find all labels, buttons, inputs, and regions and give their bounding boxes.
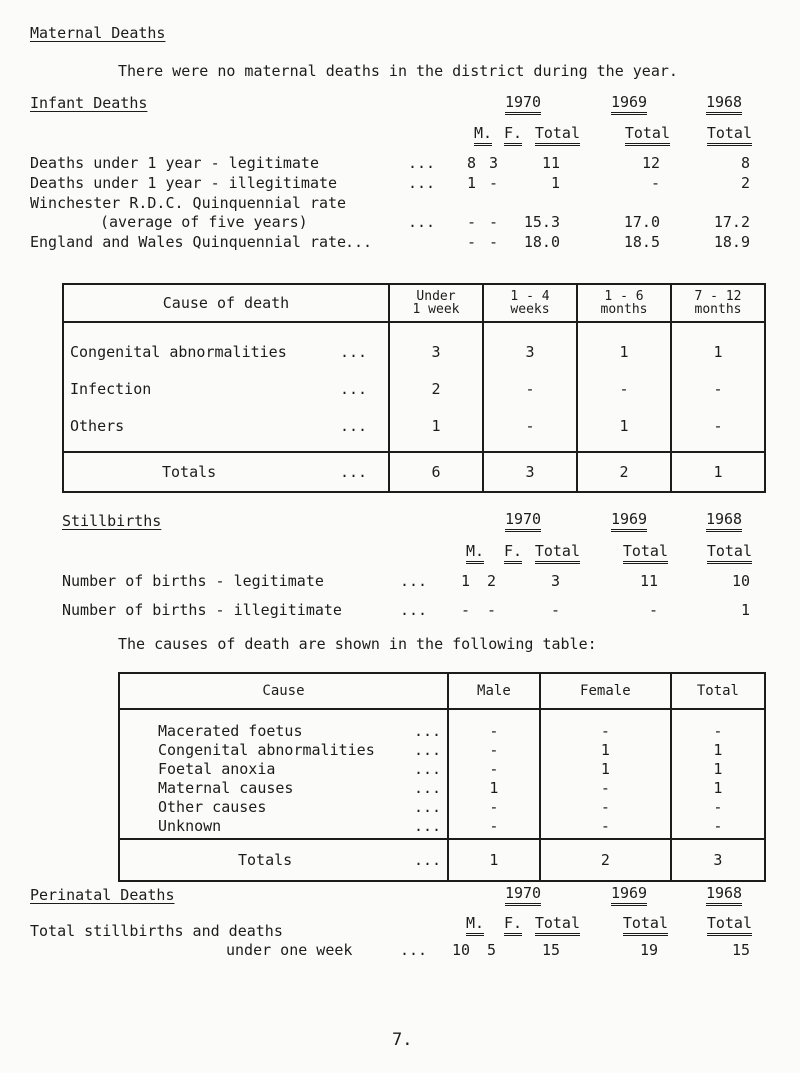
- infant-row-f: -: [488, 174, 498, 192]
- cell-value: -: [600, 722, 610, 740]
- totals-label-cell: [119, 839, 448, 881]
- perinatal-label-continued: under one week: [226, 941, 353, 959]
- infant-row-total-1970: 11: [541, 154, 560, 172]
- value-cell: [540, 709, 671, 839]
- cell-value: -: [713, 798, 723, 816]
- cause-label: Maternal causes: [158, 779, 294, 797]
- cell-value: 3: [525, 343, 535, 361]
- table-body-row: [63, 322, 765, 452]
- stillbirths-col-m: M.: [444, 542, 484, 560]
- cell-value: -: [713, 380, 723, 398]
- leader-dots: ...: [414, 741, 442, 759]
- infant-row-total-1970: 1: [550, 174, 560, 192]
- cell-value: -: [525, 380, 535, 398]
- perinatal-total-1969: 19: [639, 941, 658, 959]
- total-value: 6: [389, 452, 483, 492]
- perinatal-col-total-1970: Total: [510, 914, 580, 932]
- infant-row-total-1969: 17.0: [623, 213, 660, 231]
- stillbirths-col-total-1969: Total: [598, 542, 668, 560]
- leader-dots: ...: [400, 572, 428, 590]
- col-header: Under 1 week: [389, 284, 483, 322]
- infant-row-total-1969: -: [650, 174, 660, 192]
- cell-value: -: [600, 817, 610, 835]
- perinatal-col-total-1969: Total: [598, 914, 668, 932]
- total-value: 3: [671, 839, 765, 881]
- infant-year-1968: 1968: [689, 93, 759, 111]
- perinatal-year-1969: 1969: [594, 884, 664, 902]
- col-header: 7 - 12 months: [671, 284, 765, 322]
- leader-dots: ...: [345, 233, 373, 251]
- infant-row-label: Deaths under 1 year - legitimate: [30, 154, 319, 172]
- leader-dots: ...: [414, 722, 442, 740]
- leader-dots: ...: [414, 779, 442, 797]
- cell-value: 1: [713, 741, 723, 759]
- cause-label-cell: [119, 709, 448, 839]
- cell-value: 3: [431, 343, 441, 361]
- infant-row-total-1969: 18.5: [623, 233, 660, 251]
- infant-col-m: M.: [452, 124, 492, 142]
- cell-value: 1: [600, 741, 610, 759]
- maternal-text: There were no maternal deaths in the district during the year.: [118, 62, 678, 80]
- table-body-row: [119, 709, 765, 839]
- perinatal-total-1968: 15: [731, 941, 750, 959]
- stillbirths-row-f: -: [486, 601, 496, 619]
- stillbirths-row-total-1970: 3: [550, 572, 560, 590]
- stillbirths-year-1968: 1968: [689, 510, 759, 528]
- page-number: 7.: [392, 1030, 413, 1050]
- cause-label: Foetal anoxia: [158, 760, 276, 778]
- infant-row-label: Winchester R.D.C. Quinquennial rate: [30, 194, 347, 212]
- cause-label: Others: [70, 417, 125, 435]
- perinatal-f: 5: [486, 941, 496, 959]
- total-value: 2: [577, 452, 671, 492]
- total-value: 1: [671, 452, 765, 492]
- cell-value: -: [489, 741, 499, 759]
- infant-row-f: -: [488, 213, 498, 231]
- stillbirths-row-total-1969: -: [648, 601, 658, 619]
- total-value: 3: [483, 452, 577, 492]
- totals-label-cell: [63, 452, 389, 492]
- leader-dots: ...: [408, 213, 436, 231]
- stillbirths-row-total-1968: 1: [740, 601, 750, 619]
- cell-value: 1: [489, 779, 499, 797]
- cause-label: Congenital abnormalities: [158, 741, 375, 759]
- cause-label: Unknown: [158, 817, 222, 835]
- stillbirths-col-total-1968: Total: [682, 542, 752, 560]
- cell-value: 1: [713, 779, 723, 797]
- totals-label: Totals: [238, 851, 293, 869]
- cell-value: 1: [713, 760, 723, 778]
- stillbirths-col-f: F.: [472, 542, 522, 560]
- leader-dots: ...: [340, 343, 368, 361]
- cause-label-cell: [63, 322, 389, 452]
- cell-value: -: [489, 760, 499, 778]
- cell-value: -: [489, 817, 499, 835]
- stillbirth-causes-table: [118, 672, 766, 882]
- stillbirths-row-label: Number of births - legitimate: [62, 572, 324, 590]
- perinatal-col-total-1968: Total: [682, 914, 752, 932]
- perinatal-m: 10: [451, 941, 470, 959]
- cell-value: -: [713, 817, 723, 835]
- stillbirths-year-1969: 1969: [594, 510, 664, 528]
- leader-dots: ...: [340, 417, 368, 435]
- col-header: 1 - 4 weeks: [483, 284, 577, 322]
- cell-value: -: [713, 722, 723, 740]
- table-header-row: [63, 284, 765, 322]
- cell-value: -: [525, 417, 535, 435]
- perinatal-col-f: F.: [472, 914, 522, 932]
- value-cell: [577, 322, 671, 452]
- infant-col-total-1968: Total: [682, 124, 752, 142]
- cause-label: Macerated foetus: [158, 722, 303, 740]
- leader-dots: ...: [408, 154, 436, 172]
- table-header-row: [119, 673, 765, 709]
- leader-dots: ...: [414, 760, 442, 778]
- infant-row-total-1970: 18.0: [523, 233, 560, 251]
- col-header: Cause: [119, 673, 448, 709]
- col-header: Female: [540, 673, 671, 709]
- infant-row-m: -: [466, 213, 476, 231]
- infant-col-total-1970: Total: [510, 124, 580, 142]
- stillbirths-row-f: 2: [486, 572, 496, 590]
- cell-value: -: [600, 779, 610, 797]
- col-header: 1 - 6 months: [577, 284, 671, 322]
- stillbirths-row-total-1970: -: [550, 601, 560, 619]
- infant-row-total-1968: 18.9: [713, 233, 750, 251]
- cause-label: Other causes: [158, 798, 267, 816]
- col-header: Cause of death: [63, 284, 389, 322]
- stillbirths-row-total-1968: 10: [731, 572, 750, 590]
- infant-row-label: Deaths under 1 year - illegitimate: [30, 174, 338, 192]
- cell-value: 1: [431, 417, 441, 435]
- infant-row-total-1970: 15.3: [523, 213, 560, 231]
- cause-label: Congenital abnormalities: [70, 343, 287, 361]
- col-header: Male: [448, 673, 540, 709]
- leader-dots: ...: [408, 174, 436, 192]
- value-cell: [483, 322, 577, 452]
- infant-row-label-continued: (average of five years): [100, 213, 308, 231]
- infant-col-f: F.: [472, 124, 522, 142]
- leader-dots: ...: [414, 817, 442, 835]
- stillbirths-col-total-1970: Total: [510, 542, 580, 560]
- total-value: 2: [540, 839, 671, 881]
- perinatal-col-m: M.: [444, 914, 484, 932]
- value-cell: [448, 709, 540, 839]
- leader-dots: ...: [414, 798, 442, 816]
- totals-label: Totals: [162, 463, 217, 481]
- cause-label: Infection: [70, 380, 152, 398]
- stillbirths-year-1970: 1970: [488, 510, 558, 528]
- value-cell: [671, 709, 765, 839]
- value-cell: [389, 322, 483, 452]
- leader-dots: ...: [400, 601, 428, 619]
- stillbirths-row-total-1969: 11: [639, 572, 658, 590]
- cell-value: -: [600, 798, 610, 816]
- cell-value: -: [713, 417, 723, 435]
- totals-row: [119, 839, 765, 881]
- value-cell: [671, 322, 765, 452]
- total-value: 1: [448, 839, 540, 881]
- cell-value: 1: [713, 343, 723, 361]
- infant-year-1970: 1970: [488, 93, 558, 111]
- stillbirths-intro: The causes of death are shown in the following table:: [118, 635, 597, 653]
- cell-value: 1: [619, 343, 629, 361]
- perinatal-year-1968: 1968: [689, 884, 759, 902]
- infant-year-1969: 1969: [594, 93, 664, 111]
- col-header: Total: [671, 673, 765, 709]
- cell-value: -: [619, 380, 629, 398]
- infant-row-total-1969: 12: [641, 154, 660, 172]
- stillbirths-row-label: Number of births - illegitimate: [62, 601, 342, 619]
- infant-heading: Infant Deaths: [30, 94, 148, 112]
- cell-value: 1: [600, 760, 610, 778]
- infant-row-f: -: [488, 233, 498, 251]
- leader-dots: ...: [340, 463, 368, 481]
- infant-row-f: 3: [488, 154, 498, 172]
- infant-row-m: -: [466, 233, 476, 251]
- cell-value: -: [489, 722, 499, 740]
- infant-row-total-1968: 2: [740, 174, 750, 192]
- infant-row-label: England and Wales Quinquennial rate: [30, 233, 347, 251]
- perinatal-total-1970: 15: [541, 941, 560, 959]
- infant-col-total-1969: Total: [600, 124, 670, 142]
- stillbirths-row-m: -: [460, 601, 470, 619]
- cell-value: 1: [619, 417, 629, 435]
- infant-row-total-1968: 17.2: [713, 213, 750, 231]
- infant-row-m: 1: [466, 174, 476, 192]
- cell-value: 2: [431, 380, 441, 398]
- perinatal-label: Total stillbirths and deaths: [30, 922, 283, 940]
- stillbirths-row-m: 1: [460, 572, 470, 590]
- infant-row-m: 8: [466, 154, 476, 172]
- cell-value: -: [489, 798, 499, 816]
- leader-dots: ...: [400, 941, 428, 959]
- perinatal-heading: Perinatal Deaths: [30, 886, 175, 904]
- maternal-heading: Maternal Deaths: [30, 24, 166, 42]
- totals-row: [63, 452, 765, 492]
- perinatal-year-1970: 1970: [488, 884, 558, 902]
- stillbirths-heading: Stillbirths: [62, 512, 162, 530]
- leader-dots: ...: [414, 851, 442, 869]
- infant-row-total-1968: 8: [740, 154, 750, 172]
- cause-of-death-table: [62, 283, 766, 493]
- leader-dots: ...: [340, 380, 368, 398]
